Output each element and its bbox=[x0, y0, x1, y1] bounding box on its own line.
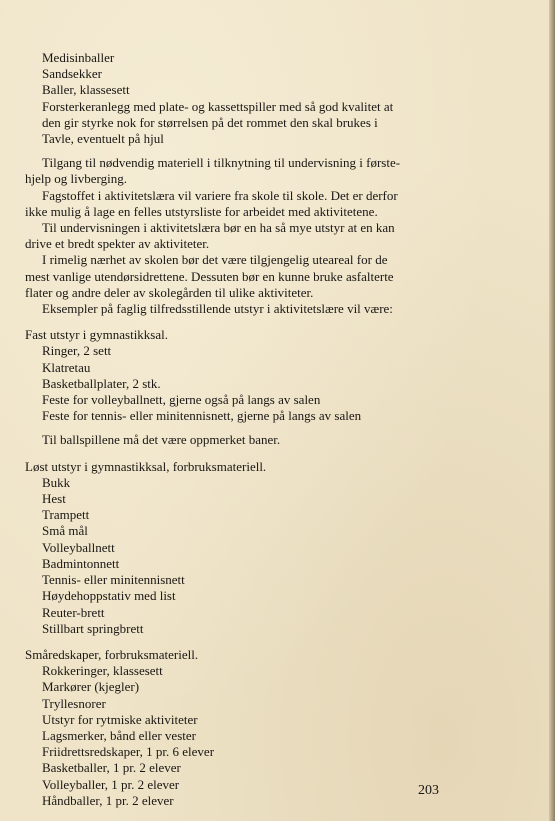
lost-utstyr-section bbox=[25, 459, 427, 637]
list-item: Volleyballer, 1 pr. 2 elever bbox=[42, 776, 180, 792]
list-item: Basketballer, 1 pr. 2 elever bbox=[42, 760, 181, 776]
list-item: Ringer, 2 sett bbox=[42, 343, 112, 359]
paragraph-line: Til undervisningen i aktivitetslæra bør en ha så mye utstyr at en kan bbox=[42, 220, 395, 236]
paragraph-line: mest vanlige utendørsidrettene. Dessuten bør en kunne bruke asfalterte bbox=[25, 268, 394, 284]
section-heading: Småredskaper, forbruksmateriell. bbox=[25, 646, 199, 662]
list-item: Klatretau bbox=[42, 359, 91, 375]
list-item: Sandsekker bbox=[42, 66, 102, 82]
page-body bbox=[25, 50, 427, 809]
list-item: Tennis- eller minitennisnett bbox=[42, 572, 185, 588]
list-item: Små mål bbox=[42, 523, 88, 539]
list-item: Forsterkeranlegg med plate- og kassettspiller med så god kvalitet at bbox=[42, 98, 394, 114]
list-item: Hest bbox=[42, 491, 66, 507]
smaredskaper-section bbox=[25, 647, 427, 809]
list-item: Håndballer, 1 pr. 2 elever bbox=[42, 792, 174, 808]
section-heading: Løst utstyr i gymnastikksal, forbruksmateriell. bbox=[25, 458, 267, 474]
list-item: Markører (kjegler) bbox=[42, 679, 140, 695]
list-item: Basketballplater, 2 stk. bbox=[42, 375, 161, 391]
section-heading: Fast utstyr i gymnastikksal. bbox=[25, 327, 168, 343]
page-edge bbox=[549, 0, 555, 821]
list-item: Stillbart springbrett bbox=[42, 620, 144, 636]
page-number: 203 bbox=[418, 783, 439, 798]
list-item: Volleyballnett bbox=[42, 539, 115, 555]
paragraph-line: Eksempler på faglig tilfredsstillende utstyr i aktivitetslære vil være: bbox=[42, 301, 393, 317]
paragraph-line: Tilgang til nødvendig materiell i tilknytning til undervisning i første- bbox=[42, 155, 401, 171]
body-paragraphs bbox=[25, 155, 427, 317]
paragraph-line: Fagstoffet i aktivitetslæra vil variere fra skole til skole. Det er derfor bbox=[42, 187, 398, 203]
list-item: Feste for tennis- eller minitennisnett, gjerne på langs av salen bbox=[42, 408, 362, 424]
fast-utstyr-section bbox=[25, 327, 427, 448]
list-item: Utstyr for rytmiske aktiviteter bbox=[42, 711, 198, 727]
top-equipment-list bbox=[25, 50, 427, 147]
list-item: Reuter-brett bbox=[42, 604, 105, 620]
list-item: Tavle, eventuelt på hjul bbox=[42, 131, 164, 147]
list-item: Lagsmerker, bånd eller vester bbox=[42, 727, 196, 743]
paragraph-line: I rimelig nærhet av skolen bør det være tilgjengelig uteareal for de bbox=[42, 252, 388, 268]
paragraph-line: hjelp og livberging. bbox=[25, 171, 127, 187]
list-item: Badmintonnett bbox=[42, 555, 120, 571]
list-item: den gir styrke nok for størrelsen på det rommet den skal brukes i bbox=[42, 114, 378, 130]
section-note: Til ballspillene må det være oppmerket baner. bbox=[42, 432, 281, 448]
paragraph-line: drive et bredt spekter av aktiviteter. bbox=[25, 236, 210, 252]
list-item: Høydehoppstativ med list bbox=[42, 588, 176, 604]
list-item: Bukk bbox=[42, 474, 71, 490]
paragraph-line: flater og andre deler av skolegården til ulike aktiviteter. bbox=[25, 284, 314, 300]
paragraph-line: ikke mulig å lage en felles utstyrsliste for arbeidet med aktivitetene. bbox=[25, 203, 378, 219]
list-item: Friidrettsredskaper, 1 pr. 6 elever bbox=[42, 744, 215, 760]
list-item: Trampett bbox=[42, 507, 90, 523]
list-item: Baller, klassesett bbox=[42, 82, 130, 98]
list-item: Tryllesnorer bbox=[42, 695, 106, 711]
list-item: Medisinballer bbox=[42, 50, 115, 65]
list-item: Feste for volleyballnett, gjerne også på langs av salen bbox=[42, 392, 321, 408]
list-item: Rokkeringer, klassesett bbox=[42, 663, 163, 679]
